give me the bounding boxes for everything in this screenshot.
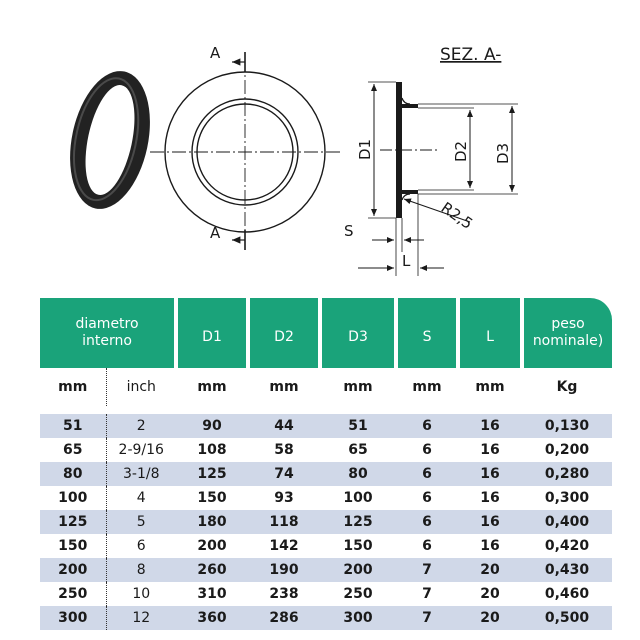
table-cell: 44 <box>248 414 320 438</box>
dimension-l-label: L <box>402 252 411 270</box>
table-cell: 150 <box>40 534 106 558</box>
dimension-d3-label: D3 <box>494 142 512 164</box>
dimension-s-label: S <box>344 222 354 240</box>
table-row <box>40 510 612 534</box>
specification-table <box>40 298 612 630</box>
table-cell: 300 <box>40 606 106 630</box>
table-cell: 125 <box>320 510 396 534</box>
table-cell: 6 <box>106 534 176 558</box>
table-cell: 16 <box>458 486 522 510</box>
units-row <box>40 368 612 406</box>
table-cell: 10 <box>106 582 176 606</box>
table-row <box>40 438 612 462</box>
table-cell: 7 <box>396 558 458 582</box>
table-row <box>40 582 612 606</box>
table-cell: 250 <box>40 582 106 606</box>
table-cell: 51 <box>40 414 106 438</box>
table-cell: 100 <box>40 486 106 510</box>
table-cell: 0,420 <box>522 534 612 558</box>
dimension-d2-label: D2 <box>452 140 470 162</box>
table-cell: 80 <box>320 462 396 486</box>
unit-cell: mm <box>269 379 299 395</box>
table-cell: 7 <box>396 606 458 630</box>
section-view <box>358 82 518 276</box>
table-cell: 190 <box>248 558 320 582</box>
table-cell: 6 <box>396 414 458 438</box>
table-cell: 4 <box>106 486 176 510</box>
table-cell: 12 <box>106 606 176 630</box>
table-row <box>40 534 612 558</box>
table-cell: 125 <box>176 462 248 486</box>
table-cell: 150 <box>320 534 396 558</box>
table-cell: 2 <box>106 414 176 438</box>
table-cell: 238 <box>248 582 320 606</box>
technical-drawing <box>0 0 640 290</box>
section-mark-bottom: A <box>210 224 221 242</box>
table-header-row <box>40 298 612 368</box>
table-cell: 93 <box>248 486 320 510</box>
unit-cell: inch <box>126 379 156 395</box>
table-cell: 200 <box>320 558 396 582</box>
table-cell: 90 <box>176 414 248 438</box>
table-cell: 0,130 <box>522 414 612 438</box>
table-cell: 16 <box>458 534 522 558</box>
header-d3: D3 <box>320 298 396 368</box>
dimension-d1-label: D1 <box>356 138 374 160</box>
table-row <box>40 414 612 438</box>
table-cell: 6 <box>396 510 458 534</box>
radius-label: R2,5 <box>437 198 477 233</box>
table-cell: 6 <box>396 438 458 462</box>
table-cell: 150 <box>176 486 248 510</box>
section-mark-top: A <box>210 44 221 62</box>
header-peso-nominale: peso nominale) <box>522 298 612 368</box>
table-cell: 286 <box>248 606 320 630</box>
table-cell: 20 <box>458 582 522 606</box>
header-s: S <box>396 298 458 368</box>
table-cell: 108 <box>176 438 248 462</box>
table-cell: 16 <box>458 462 522 486</box>
table-cell: 0,280 <box>522 462 612 486</box>
table-cell: 3-1/8 <box>106 462 176 486</box>
table-body <box>40 368 612 630</box>
front-view <box>150 52 340 250</box>
section-title: SEZ. A- <box>440 45 502 65</box>
table-cell: 16 <box>458 414 522 438</box>
table-cell: 5 <box>106 510 176 534</box>
table-cell: 16 <box>458 438 522 462</box>
table-row <box>40 606 612 630</box>
table-cell: 16 <box>458 510 522 534</box>
unit-cell: mm <box>197 379 227 395</box>
unit-cell: mm <box>475 379 505 395</box>
table-cell: 200 <box>176 534 248 558</box>
table-cell: 7 <box>396 582 458 606</box>
table-cell: 0,500 <box>522 606 612 630</box>
table-row <box>40 486 612 510</box>
table-cell: 6 <box>396 534 458 558</box>
table-row <box>40 558 612 582</box>
table-cell: 20 <box>458 606 522 630</box>
table-cell: 360 <box>176 606 248 630</box>
table-cell: 125 <box>40 510 106 534</box>
table-cell: 0,300 <box>522 486 612 510</box>
unit-cell: Kg <box>556 379 578 395</box>
table-cell: 8 <box>106 558 176 582</box>
unit-cell: mm <box>40 368 106 406</box>
table-cell: 65 <box>320 438 396 462</box>
table-cell: 0,400 <box>522 510 612 534</box>
gasket-3d-illustration <box>58 64 161 217</box>
table-cell: 80 <box>40 462 106 486</box>
table-cell: 118 <box>248 510 320 534</box>
table-cell: 6 <box>396 486 458 510</box>
table-cell: 142 <box>248 534 320 558</box>
table-cell: 6 <box>396 462 458 486</box>
unit-cell: mm <box>412 379 442 395</box>
table-cell: 51 <box>320 414 396 438</box>
table-cell: 65 <box>40 438 106 462</box>
table-cell: 180 <box>176 510 248 534</box>
table-cell: 200 <box>40 558 106 582</box>
table-cell: 310 <box>176 582 248 606</box>
header-d1: D1 <box>176 298 248 368</box>
header-diametro-interno: diametro interno <box>40 298 176 368</box>
table-cell: 0,200 <box>522 438 612 462</box>
table-cell: 74 <box>248 462 320 486</box>
table-cell: 2-9/16 <box>106 438 176 462</box>
table-cell: 260 <box>176 558 248 582</box>
table-cell: 100 <box>320 486 396 510</box>
header-d2: D2 <box>248 298 320 368</box>
table-cell: 250 <box>320 582 396 606</box>
unit-cell: mm <box>343 379 373 395</box>
header-l: L <box>458 298 522 368</box>
table-cell: 0,460 <box>522 582 612 606</box>
table-cell: 0,430 <box>522 558 612 582</box>
table-cell: 300 <box>320 606 396 630</box>
table-cell: 58 <box>248 438 320 462</box>
table-row <box>40 462 612 486</box>
table-cell: 20 <box>458 558 522 582</box>
